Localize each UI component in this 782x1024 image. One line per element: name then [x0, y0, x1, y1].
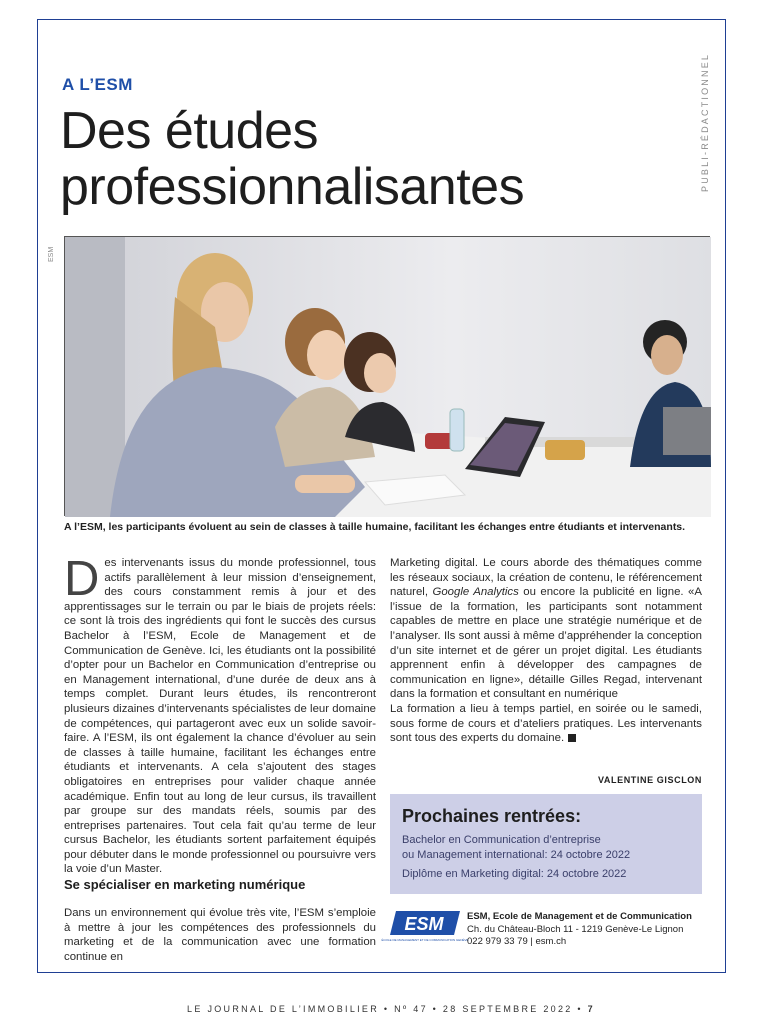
classroom-illustration	[65, 237, 711, 517]
article-text: Marketing digital. Le cours aborde des thématiques comme les réseaux sociaux, la création de contenu, le référencement naturel,	[390, 557, 702, 599]
kicker: A L’ESM	[62, 75, 133, 94]
article-text: La formation a lieu à temps partiel, en soirée ou le samedi, sous forme de cours et d’ateliers pratiques. Les intervenants sont tous des experts du domaine.	[390, 702, 702, 745]
info-box-line: Diplôme en Marketing digital: 24 octobre 2022	[402, 868, 627, 880]
logo-text: ESM	[404, 914, 444, 934]
article-text-emphasis: Google Analytics	[432, 586, 519, 599]
headline-line-1: Des études	[60, 102, 319, 160]
section-subhead: Se spécialiser en marketing numérique	[64, 877, 306, 892]
end-mark-icon	[568, 734, 576, 742]
contact-address: Ch. du Château-Bloch 11 - 1219 Genève-Le Lignon	[467, 923, 684, 935]
article-paragraph: Dans un environnement qui évolue très vite, l’ESM s’emploie à mettre à jour les compétences des professionnels du marketing et de la communication avec une formation continue en	[64, 907, 376, 963]
info-box	[390, 794, 702, 894]
photo-caption: A l’ESM, les participants évoluent au sein de classes à taille humaine, facilitant les échanges entre étudiants et intervenants.	[64, 521, 686, 533]
esm-logo	[381, 911, 469, 943]
contact-block	[467, 911, 692, 949]
info-box-line: ou Management international: 24 octobre 2022	[402, 849, 631, 861]
article-text: es intervenants issus du monde professionnel, tous actifs parallèlement à leur mission d’enseignement, des cours constamment remis à jour et des apprentissages sur le terrain ou par le biais de projets réels: ce sont là trois des ingrédients qui font le succès des cursus Bachelor à l’ESM, Ecole de Management et de Communication de Genève. Ici, les étudiants ont la possibilité d’opter pour un Bachelor en Communication d’entreprise ou en Management international, d’une durée de deux ans à temps complet. Durant leurs études, ils rencontreront plusieurs dizaines d’intervenants spécialistes de leur domaine de compétences, qui partageront avec eux un solide savoir-faire. A l’ESM, ils ont également la chance d’évoluer au sein de classes à taille humaine, facilitant les échanges entre étudiants et intervenants. A cela s’ajoutent des stages obligatoires en entreprises pour valider chaque année académique. Enfin tout au long de leur cursus, ils travaillent par groupe sur des mandats réels, soumis par des entreprises partenaires. Tout cela fait qu’au terme de leur cursus Bachelor, les étudiants sortent parfaitement équipés pour débuter dans le monde professionnel ou poursuivre vers la voie d’un Master.	[64, 557, 376, 876]
photo-credit: ESM	[48, 246, 55, 262]
byline: VALENTINE GISCLON	[597, 775, 702, 785]
logo-tagline: ÉCOLE DE MANAGEMENT ET DE COMMUNICATION GENÈVE	[381, 938, 469, 942]
drop-cap: D	[64, 552, 100, 606]
article-paragraph	[390, 556, 702, 702]
contact-name: ESM, Ecole de Management et de Communication	[467, 911, 692, 922]
article-text: ou encore la publicité en ligne. «A l’issue de la formation, les participants sont notamment capables de mettre en place une stratégie numérique et de l’analyser. Ils sont aussi à même d’appréhender la conception d’un site internet et de gérer un projet digital. Les étudiants apprennent enfin à développer des campagnes de communication en ligne», détaille Gilles Regad, intervenant dans la formation et consultant en numérique	[390, 586, 702, 701]
article-column-2	[390, 556, 702, 746]
headline-line-2: professionnalisantes	[60, 158, 525, 216]
article-column-1-continued	[64, 906, 376, 964]
classroom-photo	[64, 236, 710, 516]
contact-phone-web: 022 979 33 79 | esm.ch	[467, 936, 567, 947]
page-footer	[0, 1004, 782, 1014]
headline	[60, 103, 680, 215]
article-column-1	[64, 552, 376, 877]
footer-text: LE JOURNAL DE L’IMMOBILIER • Nº 47 • 28 SEPTEMBRE 2022 •	[187, 1004, 583, 1014]
article-paragraph	[390, 702, 702, 746]
article-paragraph	[64, 552, 376, 877]
info-box-title: Prochaines rentrées:	[402, 806, 582, 826]
info-box-line: Bachelor en Communication d’entreprise	[402, 834, 601, 846]
page-number: 7	[587, 1004, 595, 1014]
publi-redactionnel-label: PUBLI-RÉDACTIONNEL	[700, 52, 710, 192]
